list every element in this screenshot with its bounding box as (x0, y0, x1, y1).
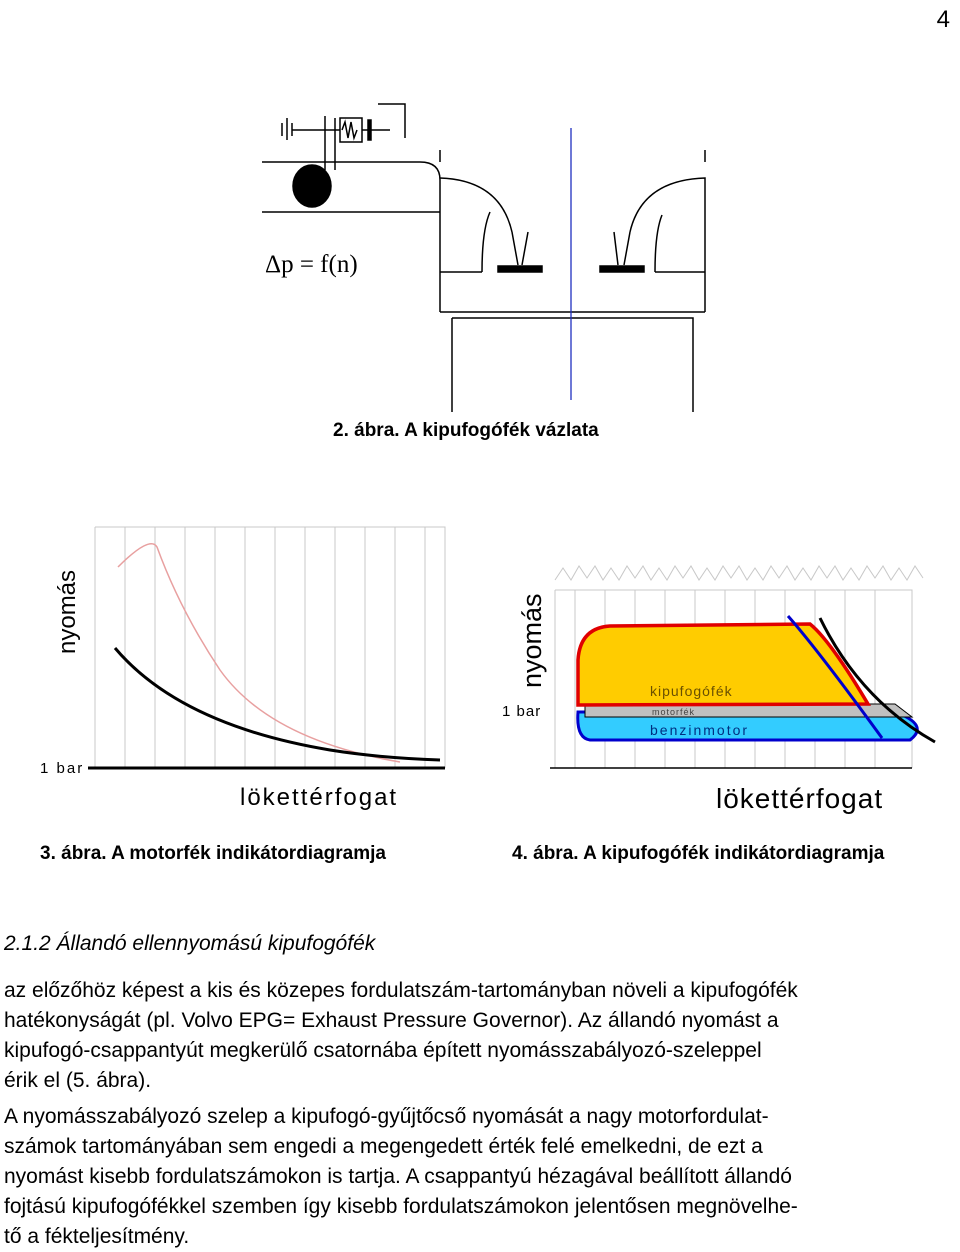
figure-3-pressure-label: 1 bar (40, 760, 85, 777)
figure-3-indicator-diagram (30, 520, 450, 820)
paragraph-line: nyomást kisebb fordulatszámokon is tartja. A csappantyú hézagával beállított állandó (4, 1165, 792, 1188)
paragraph-line: számok tartományában sem engedi a megengedett érték felé emelkedni, de ezt a (4, 1135, 763, 1158)
figure-2-caption: 2. ábra. A kipufogófék vázlata (333, 420, 599, 441)
paragraph-line: az előzőhöz képest a kis és közepes fordulatszám-tartományban növeli a kipufogófék (4, 979, 798, 1002)
label-benzinmotor: benzinmotor (650, 722, 750, 738)
paragraph-line: érik el (5. ábra). (4, 1069, 152, 1092)
label-motorfek: motorfék (652, 707, 696, 717)
paragraph-line: A nyomásszabályozó szelep a kipufogó-gyűjtőcső nyomását a nagy motorfordulat- (4, 1105, 769, 1128)
figure-3-caption: 3. ábra. A motorfék indikátordiagramja (40, 843, 386, 864)
paragraph-line: hatékonyságát (pl. Volvo EPG= Exhaust Pressure Governor). Az állandó nyomást a (4, 1009, 779, 1032)
figure-3-xlabel: lökettérfogat (240, 784, 399, 811)
figure-4-xlabel: lökettérfogat (716, 783, 884, 814)
figure-4-pressure-label: 1 bar (502, 703, 542, 720)
label-kipufogofek: kipufogófék (650, 683, 733, 699)
figure-2-engine-sketch (250, 95, 720, 415)
section-heading: 2.1.2 Állandó ellennyomású kipufogófék (4, 932, 376, 955)
paragraph-line: tő a fékteljesítmény. (4, 1225, 190, 1248)
figure-4-indicator-diagram (490, 555, 950, 825)
paragraph-line: kipufogó-csappantyút megkerülő csatornába épített nyomásszabályozó-szeleppel (4, 1039, 762, 1062)
paragraph-1 (4, 976, 960, 1096)
page-number: 4 (936, 6, 950, 33)
paragraph-line: fojtású kipufogófékkel szemben így kisebb fordulatszámokon jelentősen megnövelhe- (4, 1195, 798, 1218)
paragraph-2 (4, 1102, 960, 1252)
figure-4-ylabel: nyomás (517, 593, 547, 688)
figure-3-ylabel: nyomás (54, 569, 81, 654)
formula-label: Δp = f(n) (265, 251, 358, 278)
figure-4-caption: 4. ábra. A kipufogófék indikátordiagramja (512, 843, 885, 864)
